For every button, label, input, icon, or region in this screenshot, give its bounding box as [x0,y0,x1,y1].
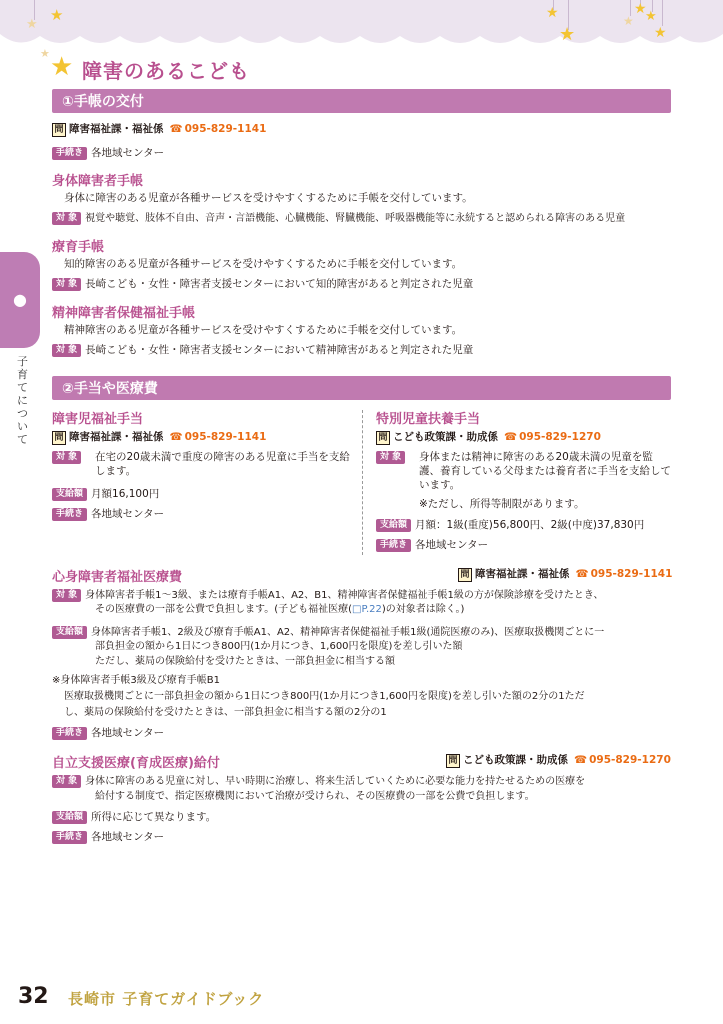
procedure-badge: 手続き [52,147,87,160]
target-line [376,450,409,464]
book-icon: □ [352,604,362,615]
item-title: 心身障害者福祉医療費 [52,570,183,585]
stroller-icon: ● [13,290,27,309]
inquiry-badge: 問 [52,123,66,137]
target-badge: 対 象 [52,451,81,464]
cloud-border [0,26,723,56]
target-badge: 対 象 [52,775,81,788]
hang-line [662,0,663,26]
inquiry-badge: 問 [446,754,460,768]
amount-text: 月額：1級(重度)56,800円、2級(中度)37,830円 [415,519,645,531]
item-title: 療育手帳 [52,240,105,255]
inquiry-badge: 問 [376,431,390,445]
procedure-badge: 手続き [52,831,87,844]
amount-badge: 支給額 [52,488,87,501]
target-text: 長崎こども・女性・障害者支援センターにおいて精神障害があると判定された児童 [85,344,474,356]
target-text: 長崎こども・女性・障害者支援センターにおいて知的障害があると判定された児童 [85,278,474,290]
inquiry-badge: 問 [458,568,472,582]
inquiry-badge: 問 [52,431,66,445]
note-text: し、薬局の保険給付を受けたときは、一部負担金に相当する額の2分の1 [64,707,387,718]
contact-line [52,430,266,445]
amount-text: 所得に応じて異なります。 [91,811,217,823]
procedure-text: 各地域センター [91,147,165,159]
phone-number: ☎ 095-829-1270 [574,754,671,766]
amount-text: 身体障害者手帳1、2級及び療育手帳A1、A2、精神障害者保健福祉手帳1級(通院医療のみ)、医療取扱機関ごとに一 [91,627,605,638]
target-line [52,211,625,226]
target-line [52,450,85,464]
note-text: 医療取扱機関ごとに一部負担金の額から1日につき800円(1か月につき1,600円を限度)を差し引いた額の2分の1ただ [64,691,585,702]
procedure-line [52,507,164,521]
star-icon: ★ [634,1,647,17]
column-divider [362,410,363,555]
star-icon: ★ [623,14,634,28]
section-title-2: ②手当や医療費 [52,376,671,400]
note-heading: ※身体障害者手帳3級及び療育手帳B1 [52,675,220,686]
target-text-2: 給付する制度で、指定医療機関において治療が受けられ、その医療費の一部を公費で負担します。 [95,791,535,802]
dept-name: 障害福祉課・福祉係 [69,123,164,135]
contact-line [52,122,266,137]
procedure-text: 各地域センター [91,508,165,520]
target-badge: 対 象 [376,451,405,464]
target-line [52,588,603,603]
target-line [52,277,473,291]
page-title: 障害のあるこども [82,59,250,83]
amount-line [52,810,216,824]
procedure-badge: 手続き [376,539,411,552]
procedure-text: 各地域センター [415,539,489,551]
target-text: 身体または精神に障害のある20歳未満の児童を監護、養育している父母または養育者に手当を支給しています。 [419,451,671,491]
item-title: 自立支援医療(育成医療)給付 [52,756,220,771]
item-desc: 知的障害のある児童が各種サービスを受けやすくするために手帳を交付しています。 [64,258,463,270]
amount-text: 月額16,100円 [91,488,160,500]
contact-line [446,753,671,768]
target-badge: 対 象 [52,278,81,291]
target-text: 身体に障害のある児童に対し、早い時期に治療し、将来生活していくために必要な能力を持たせるための医療を [85,776,586,787]
dept-name: 障害福祉課・福祉係 [475,568,570,580]
footer-logo: 長崎市 子育てガイドブック [68,990,265,1008]
procedure-line [52,726,164,740]
target-badge: 対 象 [52,344,81,357]
dept-name: こども政策課・助成係 [463,754,568,766]
procedure-text: 各地域センター [91,727,165,739]
side-tab [0,252,40,348]
amount-badge: 支給額 [52,626,87,639]
amount-text-3: ただし、薬局の保険給付を受けたときは、一部負担金に相当する額 [95,656,395,667]
procedure-line [52,830,164,844]
page-number: 32 [18,984,49,1009]
side-tab-label: 子育てについて [17,355,28,446]
star-icon: ★ [50,6,64,24]
procedure-text: 各地域センター [91,831,165,843]
target-line [52,343,473,357]
target-line [52,774,585,789]
item-desc: 精神障害のある児童が各種サービスを受けやすくするために手帳を交付しています。 [64,324,463,336]
procedure-line [52,146,164,160]
item-title: 精神障害者保健福祉手帳 [52,306,196,321]
amount-badge: 支給額 [52,811,87,824]
note-text: ※ただし、所得等制限があります。 [419,498,585,510]
amount-line [376,518,644,532]
contact-line [458,567,672,582]
dept-name: こども政策課・助成係 [393,431,498,443]
item-desc: 身体に障害のある児童が各種サービスを受けやすくするために手帳を交付しています。 [64,192,473,204]
page-ref-link[interactable]: P.22 [361,604,382,615]
phone-number: ☎ 095-829-1270 [504,431,601,443]
target-badge: 対 象 [52,589,81,602]
phone-number: ☎ 095-829-1141 [576,568,673,580]
title-star-icon: ★ [50,52,74,82]
amount-badge: 支給額 [376,519,411,532]
star-icon: ★ [546,5,559,21]
procedure-badge: 手続き [52,727,87,740]
target-text: 在宅の20歳未満で重度の障害のある児童に手当を支給します。 [95,451,350,477]
star-icon: ★ [654,25,667,41]
target-text: 身体障害者手帳1～3級、または療育手帳A1、A2、B1、精神障害者保健福祉手帳1級の方が保険診療を受けたとき、 [85,590,604,601]
section-title-1: ①手帳の交付 [52,89,671,113]
target-text: 視覚や聴覚、肢体不自由、音声・言語機能、心臓機能、腎臓機能、呼吸器機能等に永続すると認められる障害のある児童 [85,213,626,224]
phone-number: ☎ 095-829-1141 [170,431,267,443]
star-icon: ★ [559,24,576,45]
target-badge: 対 象 [52,212,81,225]
amount-line [52,625,604,640]
procedure-badge: 手続き [52,508,87,521]
contact-line [376,430,601,445]
item-title: 身体障害者手帳 [52,174,144,189]
item-title: 障害児福祉手当 [52,412,144,427]
item-title: 特別児童扶養手当 [376,412,481,427]
amount-text-2: 部負担金の額から1日につき800円(1か月につき、1,600円を限度)を差し引いた額 [95,641,463,652]
star-icon: ★ [26,17,38,32]
dept-name: 障害福祉課・福祉係 [69,431,164,443]
target-text-part: )の対象者は除く。) [381,604,465,615]
star-icon: ★ [645,9,657,24]
star-icon: ★ [40,47,50,60]
amount-line [52,487,159,501]
target-text-2 [95,603,464,617]
procedure-line [376,538,488,552]
phone-number: ☎ 095-829-1141 [170,123,267,135]
target-text-part: その医療費の一部を公費で負担します。(子ども福祉医療( [95,604,353,615]
